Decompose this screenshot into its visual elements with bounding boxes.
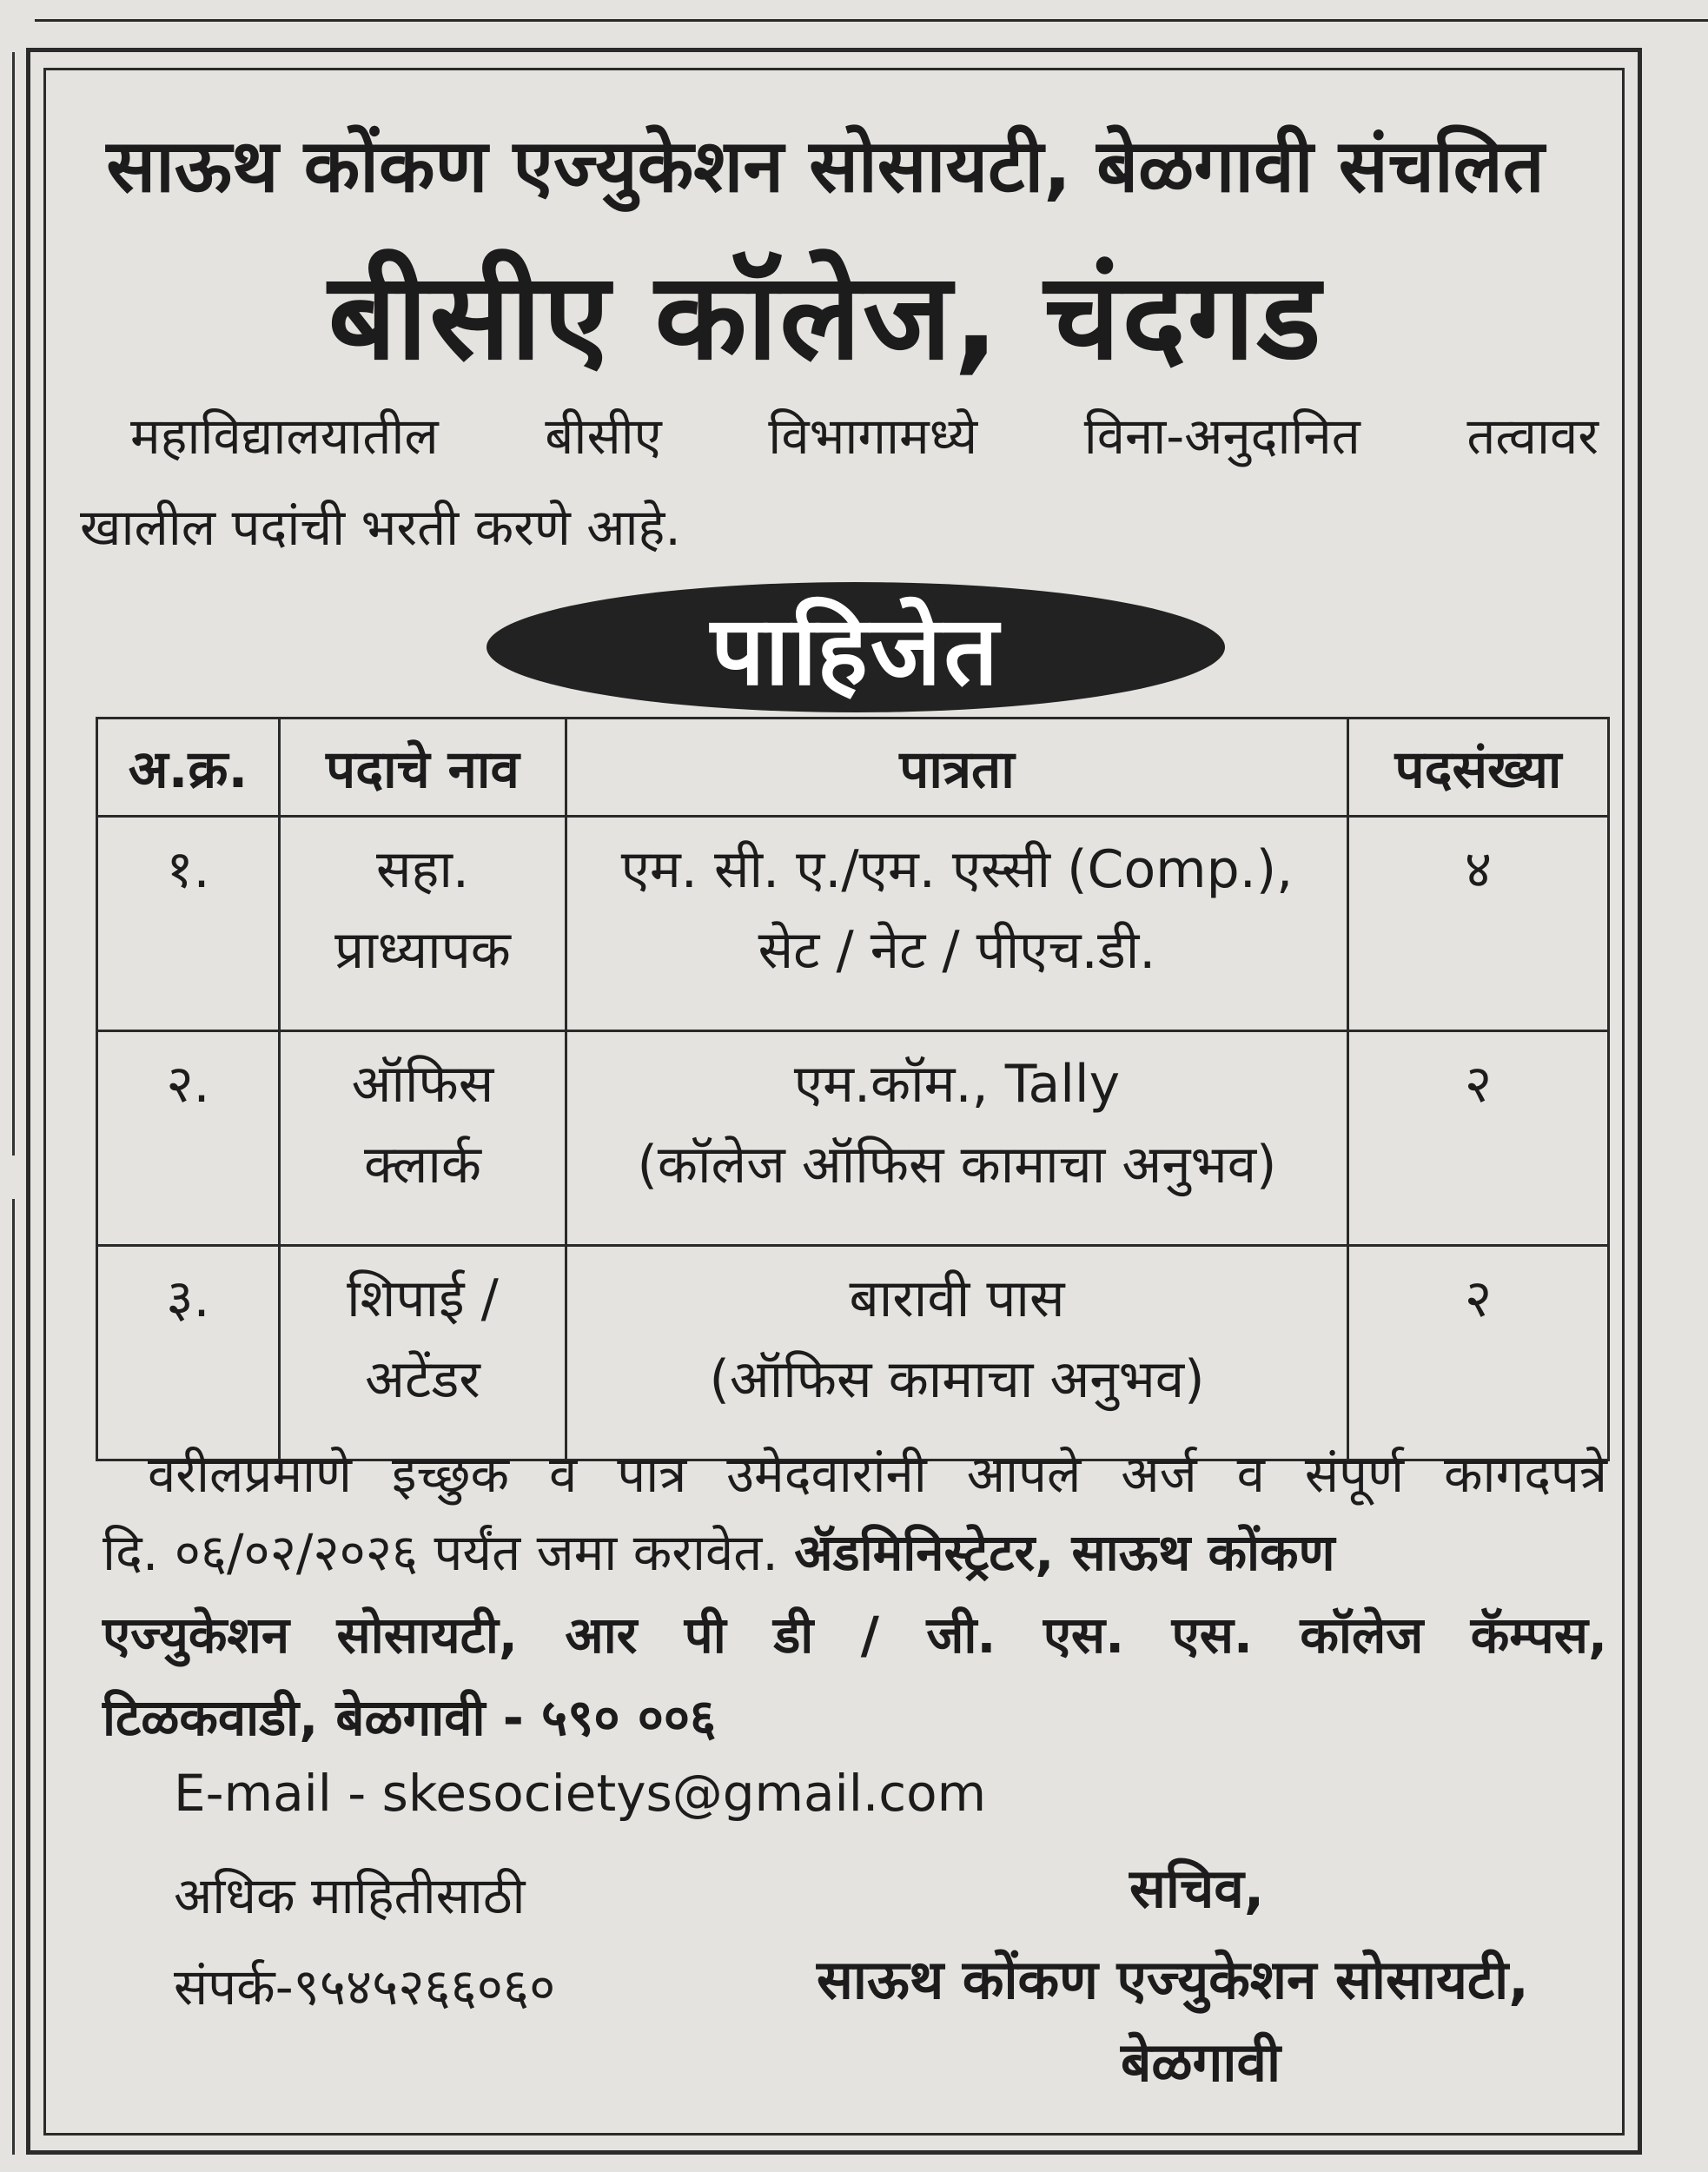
table-header-row (97, 718, 1609, 817)
phone-line: संपर्क-९५४५२६६०६० (174, 1957, 556, 2016)
left-column-rule (12, 1199, 15, 2155)
header-qualification: पात्रता (566, 718, 1348, 817)
table-row (97, 1246, 1609, 1460)
post-name-line: क्लार्क (364, 1135, 481, 1195)
signatory-city: बेळगावी (1121, 2030, 1281, 2094)
qualification-cell (566, 817, 1348, 1031)
post-name-cell (280, 1246, 566, 1460)
post-count-cell: ४ (1348, 817, 1609, 1031)
college-title: बीसीए कॉलेज, चंदगड (328, 247, 1323, 387)
top-rule (35, 19, 1708, 22)
signatory-society: साऊथ कोंकण एज्युकेशन सोसायटी, (817, 1948, 1529, 2011)
post-count-cell: २ (1348, 1246, 1609, 1460)
qualification-cell (566, 1246, 1348, 1460)
qualification-cell (566, 1031, 1348, 1246)
qualification-line: बारावी पास (849, 1268, 1065, 1329)
table-row (97, 817, 1609, 1031)
post-name-line: शिपाई / (347, 1268, 499, 1329)
left-column-rule (12, 52, 15, 1156)
table-row (97, 1031, 1609, 1246)
submission-deadline: दि. ०६/०२/२०२६ पर्यंत जमा करावेत. (103, 1523, 778, 1582)
qualification-line: एम. सी. ए./एम. एस्सी (Comp.), (620, 839, 1294, 900)
closing-line-3: एज्युकेशन सोसायटी, आर पी डी / जी. एस. एस. कॉलेज कॅम्पस, (103, 1606, 1607, 1665)
qualification-line: (ऑफिस कामाचा अनुभव) (709, 1349, 1205, 1410)
more-info-label: अधिक माहितीसाठी (174, 1866, 526, 1925)
post-name-line: प्राध्यापक (334, 920, 511, 981)
intro-line-1: महाविद्यालयातील बीसीए विभागामध्ये विना-अनुदानित तत्वावर (130, 407, 1599, 466)
email-line: E-mail - skesocietys@gmail.com (174, 1764, 987, 1823)
sr-no-cell: ३. (97, 1246, 280, 1460)
wanted-label: पाहिजेत (710, 595, 1002, 706)
post-count-cell: २ (1348, 1031, 1609, 1246)
post-name-line: सहा. (375, 839, 470, 900)
intro-line-2: खालील पदांची भरती करणे आहे. (80, 498, 681, 557)
header-post-name: पदाचे नाव (280, 718, 566, 817)
sr-no-cell: २. (97, 1031, 280, 1246)
post-name-line: अटेंडर (365, 1349, 480, 1410)
closing-line-4: टिळकवाडी, बेळगावी - ५९० ००६ (103, 1688, 717, 1747)
society-line: साऊथ कोंकण एज्युकेशन सोसायटी, बेळगावी संचलित (106, 123, 1545, 209)
qualification-line: सेट / नेट / पीएच.डी. (758, 920, 1156, 981)
post-name-cell (280, 817, 566, 1031)
qualification-line: (कॉलेज ऑफिस कामाचा अनुभव) (637, 1135, 1277, 1195)
qualification-line: एम.कॉम., Tally (793, 1054, 1121, 1115)
post-name-line: ऑफिस (351, 1054, 494, 1115)
administrator-address-start: ॲडमिनिस्ट्रेटर, साऊथ कोंकण (794, 1523, 1335, 1582)
sr-no-cell: १. (97, 817, 280, 1031)
header-sr-no: अ.क्र. (97, 718, 280, 817)
header-post-count: पदसंख्या (1348, 718, 1609, 817)
post-name-cell (280, 1031, 566, 1246)
vacancy-table (96, 717, 1610, 1461)
wanted-badge (487, 582, 1225, 712)
signatory-title: सचिव, (1129, 1857, 1265, 1920)
closing-line-2 (103, 1516, 1335, 1585)
closing-line-1: वरीलप्रमाणे इच्छुक व पात्र उमेदवारांनी आपले अर्ज व संपूर्ण कागदपत्रे (148, 1445, 1607, 1504)
